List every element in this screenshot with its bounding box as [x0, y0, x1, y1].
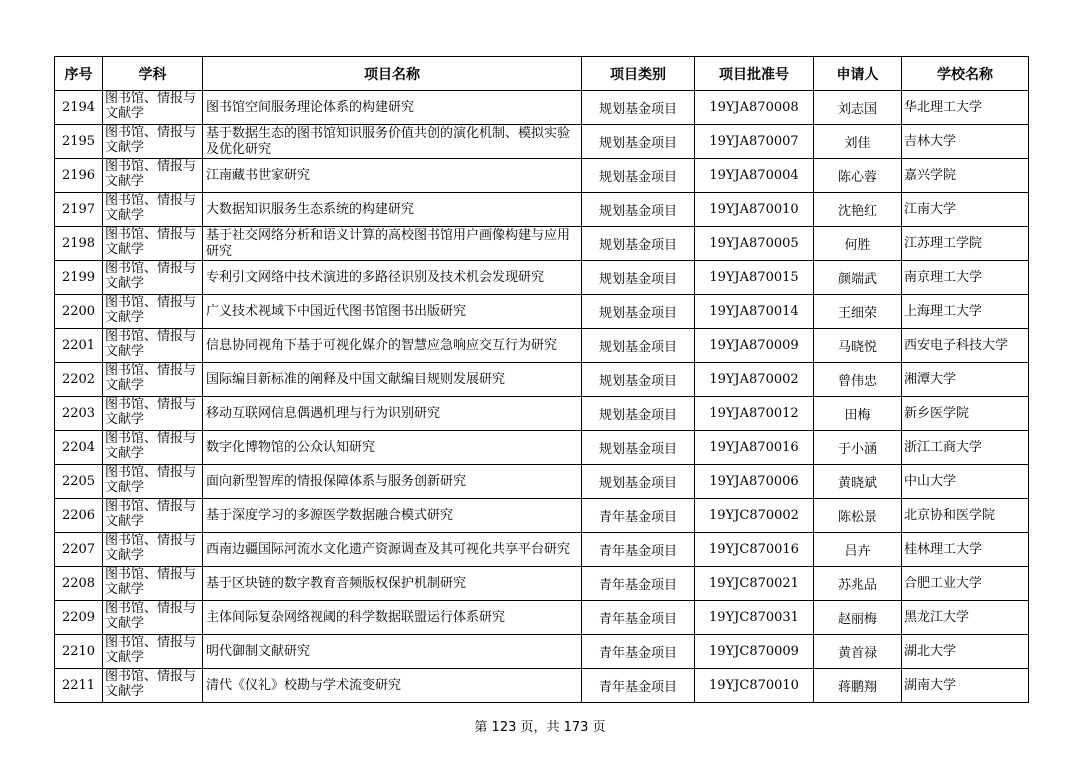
- cell-school-text: 华北理工大学: [904, 99, 983, 115]
- cell-project-name: [203, 431, 582, 465]
- cell-index: 2195: [55, 125, 103, 159]
- cell-applicant: 黄首禄: [814, 635, 902, 669]
- cell-applicant: 何胜: [814, 227, 902, 261]
- cell-applicant: 陈松景: [814, 499, 902, 533]
- cell-applicant: 王细荣: [814, 295, 902, 329]
- cell-school-text: 浙江工商大学: [904, 439, 983, 455]
- cell-school: [902, 363, 1029, 397]
- table-row: [55, 669, 1029, 703]
- cell-subject: [103, 533, 203, 567]
- cell-project-name: [203, 465, 582, 499]
- cell-index: 2207: [55, 533, 103, 567]
- cell-approval-number: 19YJA870007: [695, 125, 814, 159]
- cell-project-name: [203, 397, 582, 431]
- cell-project-type: 规划基金项目: [582, 397, 695, 431]
- cell-approval-number: 19YJA870002: [695, 363, 814, 397]
- cell-project-name: [203, 91, 582, 125]
- cell-school: [902, 669, 1029, 703]
- cell-school: [902, 601, 1029, 635]
- cell-project-type: 规划基金项目: [582, 125, 695, 159]
- cell-project-name-text: 广义技术视域下中国近代图书馆图书出版研究: [206, 303, 467, 319]
- cell-applicant: 黄晓斌: [814, 465, 902, 499]
- header-project-name: 项目名称: [203, 57, 582, 91]
- cell-school-text: 北京协和医学院: [904, 507, 996, 523]
- table-row: [55, 465, 1029, 499]
- cell-school: [902, 295, 1029, 329]
- table-row: [55, 431, 1029, 465]
- cell-subject: [103, 329, 203, 363]
- cell-school: [902, 227, 1029, 261]
- cell-index: 2200: [55, 295, 103, 329]
- cell-applicant: 沈艳红: [814, 193, 902, 227]
- cell-approval-number: 19YJC870002: [695, 499, 814, 533]
- cell-project-type: 青年基金项目: [582, 635, 695, 669]
- cell-project-name: [203, 125, 582, 159]
- cell-index: 2198: [55, 227, 103, 261]
- cell-index: 2209: [55, 601, 103, 635]
- cell-project-name-text: 基于数据生态的图书馆知识服务价值共创的演化机制、模拟实验及优化研究: [206, 125, 571, 157]
- cell-subject-text: 图书馆、情报与文献学: [105, 431, 197, 461]
- table-row: [55, 567, 1029, 601]
- cell-subject: [103, 363, 203, 397]
- cell-index: 2203: [55, 397, 103, 431]
- cell-subject-text: 图书馆、情报与文献学: [105, 499, 197, 529]
- cell-applicant: 于小涵: [814, 431, 902, 465]
- table-row: [55, 363, 1029, 397]
- cell-subject-text: 图书馆、情报与文献学: [105, 567, 197, 597]
- cell-project-name-text: 专利引文网络中技术演进的多路径识别及技术机会发现研究: [206, 269, 545, 285]
- cell-subject-text: 图书馆、情报与文献学: [105, 363, 197, 393]
- cell-project-name: [203, 669, 582, 703]
- cell-project-name-text: 江南藏书世家研究: [206, 167, 311, 183]
- cell-school: [902, 431, 1029, 465]
- table-row: [55, 91, 1029, 125]
- cell-school-text: 新乡医学院: [904, 405, 970, 421]
- cell-school-text: 江南大学: [904, 201, 957, 217]
- cell-approval-number: 19YJC870009: [695, 635, 814, 669]
- cell-subject-text: 图书馆、情报与文献学: [105, 261, 197, 291]
- cell-project-type: 规划基金项目: [582, 363, 695, 397]
- cell-school-text: 嘉兴学院: [904, 167, 957, 183]
- table-row: [55, 159, 1029, 193]
- cell-applicant: 刘佳: [814, 125, 902, 159]
- cell-applicant: 马晓悦: [814, 329, 902, 363]
- cell-project-name: [203, 499, 582, 533]
- cell-index: 2211: [55, 669, 103, 703]
- cell-project-type: 规划基金项目: [582, 227, 695, 261]
- cell-subject: [103, 431, 203, 465]
- header-index: 序号: [55, 57, 103, 91]
- cell-subject: [103, 227, 203, 261]
- cell-approval-number: 19YJA870008: [695, 91, 814, 125]
- cell-applicant: 颜端武: [814, 261, 902, 295]
- cell-subject-text: 图书馆、情报与文献学: [105, 397, 197, 427]
- cell-project-type: 青年基金项目: [582, 669, 695, 703]
- cell-project-type: 规划基金项目: [582, 159, 695, 193]
- cell-project-name: [203, 261, 582, 295]
- table-row: [55, 261, 1029, 295]
- cell-index: 2205: [55, 465, 103, 499]
- cell-applicant: 田梅: [814, 397, 902, 431]
- table-row: [55, 125, 1029, 159]
- header-school: 学校名称: [902, 57, 1029, 91]
- cell-approval-number: 19YJC870016: [695, 533, 814, 567]
- cell-subject-text: 图书馆、情报与文献学: [105, 91, 197, 121]
- cell-subject: [103, 91, 203, 125]
- cell-applicant: 苏兆品: [814, 567, 902, 601]
- cell-project-name-text: 数字化博物馆的公众认知研究: [206, 439, 376, 455]
- cell-school-text: 湘潭大学: [904, 371, 957, 387]
- cell-subject: [103, 465, 203, 499]
- cell-index: 2206: [55, 499, 103, 533]
- cell-subject-text: 图书馆、情报与文献学: [105, 669, 197, 699]
- cell-index: 2197: [55, 193, 103, 227]
- cell-project-name-text: 西南边疆国际河流水文化遗产资源调查及其可视化共享平台研究: [206, 541, 571, 557]
- cell-subject: [103, 295, 203, 329]
- cell-school-text: 中山大学: [904, 473, 957, 489]
- header-subject: 学科: [103, 57, 203, 91]
- cell-school-text: 江苏理工学院: [904, 235, 983, 251]
- cell-project-name-text: 面向新型智库的情报保障体系与服务创新研究: [206, 473, 467, 489]
- cell-approval-number: 19YJA870006: [695, 465, 814, 499]
- cell-index: 2194: [55, 91, 103, 125]
- header-approval-number: 项目批准号: [695, 57, 814, 91]
- cell-applicant: 吕卉: [814, 533, 902, 567]
- cell-approval-number: 19YJA870010: [695, 193, 814, 227]
- cell-applicant: 曾伟忠: [814, 363, 902, 397]
- cell-subject-text: 图书馆、情报与文献学: [105, 193, 197, 223]
- table-row: [55, 533, 1029, 567]
- cell-approval-number: 19YJA870016: [695, 431, 814, 465]
- cell-approval-number: 19YJC870010: [695, 669, 814, 703]
- cell-project-name-text: 信息协同视角下基于可视化媒介的智慧应急响应交互行为研究: [206, 337, 558, 353]
- cell-school: [902, 499, 1029, 533]
- cell-index: 2199: [55, 261, 103, 295]
- table-row: [55, 329, 1029, 363]
- cell-subject-text: 图书馆、情报与文献学: [105, 601, 197, 631]
- cell-school: [902, 91, 1029, 125]
- cell-project-name-text: 明代御制文献研究: [206, 643, 311, 659]
- cell-project-name: [203, 635, 582, 669]
- cell-project-name-text: 大数据知识服务生态系统的构建研究: [206, 201, 415, 217]
- cell-applicant: 赵丽梅: [814, 601, 902, 635]
- table-body: [55, 91, 1029, 703]
- cell-project-name: [203, 601, 582, 635]
- cell-subject: [103, 159, 203, 193]
- cell-index: 2204: [55, 431, 103, 465]
- cell-subject: [103, 125, 203, 159]
- cell-school: [902, 567, 1029, 601]
- cell-school-text: 桂林理工大学: [904, 541, 983, 557]
- cell-project-name-text: 基于社交网络分析和语义计算的高校图书馆用户画像构建与应用研究: [206, 227, 571, 259]
- cell-subject-text: 图书馆、情报与文献学: [105, 227, 197, 257]
- cell-subject: [103, 601, 203, 635]
- cell-project-name: [203, 193, 582, 227]
- cell-project-type: 青年基金项目: [582, 567, 695, 601]
- cell-subject-text: 图书馆、情报与文献学: [105, 295, 197, 325]
- cell-project-name: [203, 329, 582, 363]
- cell-index: 2210: [55, 635, 103, 669]
- cell-subject: [103, 193, 203, 227]
- cell-subject-text: 图书馆、情报与文献学: [105, 125, 197, 155]
- cell-school: [902, 261, 1029, 295]
- cell-project-name-text: 基于深度学习的多源医学数据融合模式研究: [206, 507, 454, 523]
- cell-school: [902, 125, 1029, 159]
- cell-school-text: 合肥工业大学: [904, 575, 983, 591]
- cell-approval-number: 19YJC870031: [695, 601, 814, 635]
- header-applicant: 申请人: [814, 57, 902, 91]
- cell-school-text: 上海理工大学: [904, 303, 983, 319]
- header-project-type: 项目类别: [582, 57, 695, 91]
- project-table-container: [54, 56, 1028, 703]
- cell-school: [902, 533, 1029, 567]
- cell-project-type: 规划基金项目: [582, 261, 695, 295]
- cell-subject-text: 图书馆、情报与文献学: [105, 635, 197, 665]
- table-row: [55, 601, 1029, 635]
- cell-applicant: 陈心蓉: [814, 159, 902, 193]
- table-row: [55, 193, 1029, 227]
- cell-subject: [103, 635, 203, 669]
- cell-project-name-text: 移动互联网信息偶遇机理与行为识别研究: [206, 405, 441, 421]
- cell-index: 2201: [55, 329, 103, 363]
- table-row: [55, 499, 1029, 533]
- cell-project-name: [203, 227, 582, 261]
- cell-approval-number: 19YJA870009: [695, 329, 814, 363]
- cell-approval-number: 19YJA870004: [695, 159, 814, 193]
- cell-school: [902, 193, 1029, 227]
- cell-index: 2208: [55, 567, 103, 601]
- cell-subject-text: 图书馆、情报与文献学: [105, 329, 197, 359]
- cell-project-name-text: 基于区块链的数字教育音频版权保护机制研究: [206, 575, 467, 591]
- cell-project-name: [203, 567, 582, 601]
- cell-applicant: 蒋鹏翔: [814, 669, 902, 703]
- cell-applicant: 刘志国: [814, 91, 902, 125]
- cell-approval-number: 19YJC870021: [695, 567, 814, 601]
- cell-subject: [103, 567, 203, 601]
- cell-school-text: 湖北大学: [904, 643, 957, 659]
- cell-school-text: 黑龙江大学: [904, 609, 970, 625]
- cell-school: [902, 635, 1029, 669]
- cell-school: [902, 465, 1029, 499]
- cell-school-text: 南京理工大学: [904, 269, 983, 285]
- cell-subject-text: 图书馆、情报与文献学: [105, 533, 197, 563]
- table-header-row: [55, 57, 1029, 91]
- table-row: [55, 397, 1029, 431]
- cell-index: 2196: [55, 159, 103, 193]
- cell-approval-number: 19YJA870015: [695, 261, 814, 295]
- cell-project-type: 规划基金项目: [582, 295, 695, 329]
- cell-project-type: 规划基金项目: [582, 91, 695, 125]
- cell-index: 2202: [55, 363, 103, 397]
- cell-subject: [103, 261, 203, 295]
- cell-school: [902, 329, 1029, 363]
- cell-project-name: [203, 533, 582, 567]
- table-row: [55, 227, 1029, 261]
- cell-project-type: 青年基金项目: [582, 499, 695, 533]
- cell-project-name-text: 清代《仪礼》校勘与学术流变研究: [206, 677, 402, 693]
- page-number: 第 123 页，共 173 页: [474, 720, 606, 735]
- cell-project-type: 规划基金项目: [582, 465, 695, 499]
- cell-school: [902, 397, 1029, 431]
- cell-project-type: 青年基金项目: [582, 601, 695, 635]
- cell-project-name-text: 图书馆空间服务理论体系的构建研究: [206, 99, 415, 115]
- project-table: [54, 56, 1029, 703]
- cell-school-text: 西安电子科技大学: [904, 337, 1009, 353]
- cell-approval-number: 19YJA870014: [695, 295, 814, 329]
- cell-project-name-text: 国际编目新标准的阐释及中国文献编目规则发展研究: [206, 371, 506, 387]
- cell-project-type: 规划基金项目: [582, 329, 695, 363]
- cell-project-name: [203, 295, 582, 329]
- cell-school: [902, 159, 1029, 193]
- table-row: [55, 635, 1029, 669]
- cell-project-name: [203, 363, 582, 397]
- cell-subject: [103, 669, 203, 703]
- cell-project-type: 规划基金项目: [582, 431, 695, 465]
- cell-project-name: [203, 159, 582, 193]
- cell-approval-number: 19YJA870012: [695, 397, 814, 431]
- cell-subject-text: 图书馆、情报与文献学: [105, 465, 197, 495]
- cell-school-text: 吉林大学: [904, 133, 957, 149]
- cell-school-text: 湖南大学: [904, 677, 957, 693]
- cell-approval-number: 19YJA870005: [695, 227, 814, 261]
- cell-subject: [103, 397, 203, 431]
- table-row: [55, 295, 1029, 329]
- cell-subject-text: 图书馆、情报与文献学: [105, 159, 197, 189]
- cell-project-name-text: 主体间际复杂网络视阈的科学数据联盟运行体系研究: [206, 609, 506, 625]
- cell-subject: [103, 499, 203, 533]
- cell-project-type: 规划基金项目: [582, 193, 695, 227]
- cell-project-type: 青年基金项目: [582, 533, 695, 567]
